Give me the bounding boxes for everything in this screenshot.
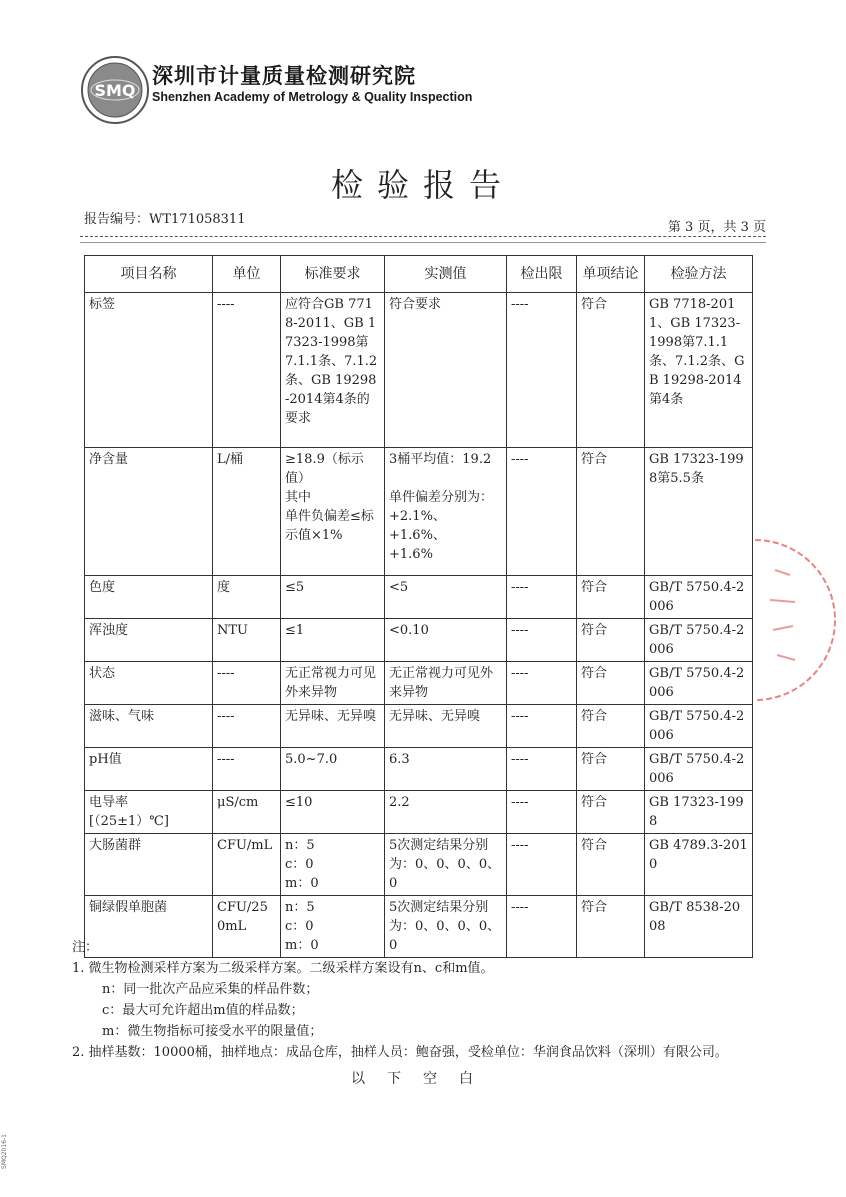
cell-conclusion: 符合 bbox=[577, 791, 645, 834]
cell-conclusion: 符合 bbox=[577, 896, 645, 958]
cell-item-name: 电导率 [（25±1）℃] bbox=[85, 791, 213, 834]
cell-test-method: GB/T 5750.4-2006 bbox=[645, 662, 753, 705]
table-row bbox=[85, 834, 753, 896]
cell-unit: μS/cm bbox=[213, 791, 281, 834]
cell-item-name: pH值 bbox=[85, 748, 213, 791]
cell-test-method: GB 17323-1998 bbox=[645, 791, 753, 834]
note-1: 1. 微生物检测采样方案为二级采样方案。二级采样方案设有n、c和m值。 bbox=[72, 961, 494, 976]
table-row bbox=[85, 619, 753, 662]
cell-item-name: 标签 bbox=[85, 293, 213, 448]
col-header-requirement: 标准要求 bbox=[281, 256, 385, 293]
col-header-item: 项目名称 bbox=[85, 256, 213, 293]
cell-measured-value: 5次测定结果分别为：0、0、0、0、0 bbox=[385, 834, 507, 896]
table-row bbox=[85, 705, 753, 748]
cell-conclusion: 符合 bbox=[577, 619, 645, 662]
cell-detection-limit: ---- bbox=[507, 448, 577, 576]
cell-test-method: GB/T 5750.4-2006 bbox=[645, 748, 753, 791]
cell-item-name: 色度 bbox=[85, 576, 213, 619]
note-n: n：同一批次产品应采集的样品件数； bbox=[102, 982, 319, 997]
cell-detection-limit: ---- bbox=[507, 834, 577, 896]
cell-measured-value: <0.10 bbox=[385, 619, 507, 662]
report-number: 报告编号：WT171058311 bbox=[84, 212, 246, 227]
cell-measured-value: 无正常视力可见外来异物 bbox=[385, 662, 507, 705]
organization-name-en: Shenzhen Academy of Metrology & Quality Inspection bbox=[152, 90, 473, 104]
inspection-results-table bbox=[84, 255, 753, 958]
cell-conclusion: 符合 bbox=[577, 662, 645, 705]
cell-conclusion: 符合 bbox=[577, 576, 645, 619]
table-header-row bbox=[85, 256, 753, 293]
smq-logo-emblem bbox=[80, 55, 150, 125]
cell-item-name: 滋味、气味 bbox=[85, 705, 213, 748]
cell-unit: ---- bbox=[213, 293, 281, 448]
cell-detection-limit: ---- bbox=[507, 896, 577, 958]
cell-requirement: 应符合GB 7718-2011、GB 17323-1998第7.1.1条、7.1.2条、GB 19298-2014第4条的要求 bbox=[281, 293, 385, 448]
cell-detection-limit: ---- bbox=[507, 705, 577, 748]
cell-conclusion: 符合 bbox=[577, 834, 645, 896]
table-row bbox=[85, 662, 753, 705]
page-indicator: 第 3 页，共 3 页 bbox=[667, 220, 766, 235]
cell-measured-value: 符合要求 bbox=[385, 293, 507, 448]
cell-unit: CFU/mL bbox=[213, 834, 281, 896]
cell-conclusion: 符合 bbox=[577, 748, 645, 791]
official-seal-stamp-icon bbox=[715, 530, 846, 710]
cell-detection-limit: ---- bbox=[507, 293, 577, 448]
form-code: SMQ2016-1 bbox=[1, 1134, 8, 1169]
cell-requirement: 5.0~7.0 bbox=[281, 748, 385, 791]
cell-test-method: GB 7718-2011、GB 17323-1998第7.1.1条、7.1.2条、GB 19298-2014第4条 bbox=[645, 293, 753, 448]
cell-requirement: n：5 c：0 m：0 bbox=[281, 896, 385, 958]
organization-name-cn: 深圳市计量质量检测研究院 bbox=[152, 64, 416, 88]
document-title: 检验报告 bbox=[330, 166, 515, 204]
cell-requirement: 无正常视力可见外来异物 bbox=[281, 662, 385, 705]
col-header-method: 检验方法 bbox=[645, 256, 753, 293]
cell-test-method: GB 4789.3-2010 bbox=[645, 834, 753, 896]
cell-measured-value: 2.2 bbox=[385, 791, 507, 834]
col-header-measured: 实测值 bbox=[385, 256, 507, 293]
cell-conclusion: 符合 bbox=[577, 448, 645, 576]
logo-text: SMQ bbox=[94, 81, 136, 100]
cell-item-name: 状态 bbox=[85, 662, 213, 705]
cell-test-method: GB/T 8538-2008 bbox=[645, 896, 753, 958]
col-header-limit: 检出限 bbox=[507, 256, 577, 293]
cell-item-name: 大肠菌群 bbox=[85, 834, 213, 896]
cell-detection-limit: ---- bbox=[507, 576, 577, 619]
cell-requirement: 无异味、无异嗅 bbox=[281, 705, 385, 748]
table-row bbox=[85, 293, 753, 448]
cell-requirement: n：5 c：0 m：0 bbox=[281, 834, 385, 896]
header-divider-dashed bbox=[80, 236, 766, 237]
cell-measured-value: 6.3 bbox=[385, 748, 507, 791]
cell-unit: ---- bbox=[213, 705, 281, 748]
cell-detection-limit: ---- bbox=[507, 748, 577, 791]
cell-requirement: ≥18.9（标示值） 其中 单件负偏差≤标示值×1% bbox=[281, 448, 385, 576]
note-c: c：最大可允许超出m值的样品数； bbox=[102, 1003, 304, 1018]
table-row bbox=[85, 748, 753, 791]
cell-unit: CFU/250mL bbox=[213, 896, 281, 958]
cell-measured-value: 无异味、无异嗅 bbox=[385, 705, 507, 748]
end-of-content-marker: 以下空白 bbox=[351, 1071, 495, 1087]
cell-conclusion: 符合 bbox=[577, 705, 645, 748]
cell-measured-value: <5 bbox=[385, 576, 507, 619]
cell-item-name: 净含量 bbox=[85, 448, 213, 576]
cell-unit: ---- bbox=[213, 662, 281, 705]
table-row bbox=[85, 791, 753, 834]
header-divider bbox=[80, 242, 766, 243]
cell-item-name: 浑浊度 bbox=[85, 619, 213, 662]
cell-unit: NTU bbox=[213, 619, 281, 662]
cell-detection-limit: ---- bbox=[507, 791, 577, 834]
cell-conclusion: 符合 bbox=[577, 293, 645, 448]
cell-unit: ---- bbox=[213, 748, 281, 791]
cell-requirement: ≤1 bbox=[281, 619, 385, 662]
notes-label: 注： bbox=[72, 940, 99, 955]
notes-section bbox=[72, 937, 772, 1063]
cell-measured-value: 5次测定结果分别为：0、0、0、0、0 bbox=[385, 896, 507, 958]
col-header-unit: 单位 bbox=[213, 256, 281, 293]
cell-test-method: GB/T 5750.4-2006 bbox=[645, 576, 753, 619]
cell-test-method: GB 17323-1998第5.5条 bbox=[645, 448, 753, 576]
table-row bbox=[85, 576, 753, 619]
cell-requirement: ≤10 bbox=[281, 791, 385, 834]
cell-test-method: GB/T 5750.4-2006 bbox=[645, 619, 753, 662]
cell-requirement: ≤5 bbox=[281, 576, 385, 619]
col-header-conclusion: 单项结论 bbox=[577, 256, 645, 293]
note-m: m：微生物指标可接受水平的限量值； bbox=[102, 1024, 323, 1039]
cell-detection-limit: ---- bbox=[507, 662, 577, 705]
table-row bbox=[85, 448, 753, 576]
note-2: 2. 抽样基数：10000桶，抽样地点：成品仓库，抽样人员：鲍奋强，受检单位：华润食品饮料（深圳）有限公司。 bbox=[72, 1045, 728, 1060]
cell-unit: 度 bbox=[213, 576, 281, 619]
cell-test-method: GB/T 5750.4-2006 bbox=[645, 705, 753, 748]
cell-detection-limit: ---- bbox=[507, 619, 577, 662]
cell-unit: L/桶 bbox=[213, 448, 281, 576]
cell-measured-value: 3桶平均值：19.2 单件偏差分别为： +2.1%、 +1.6%、 +1.6% bbox=[385, 448, 507, 576]
cell-item-name: 铜绿假单胞菌 bbox=[85, 896, 213, 958]
